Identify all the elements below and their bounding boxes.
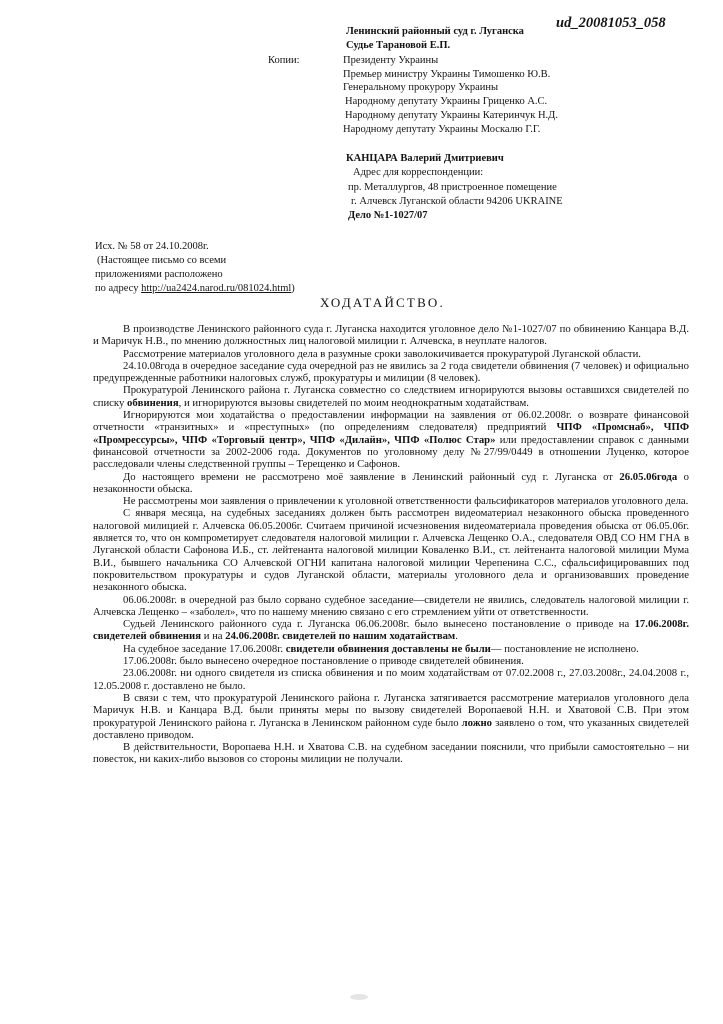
text-run: Прокуратурой Ленинского района г. Луганска совместно со следствием игнорируются вызовы оставшихся свидетелей по списку xyxy=(93,384,689,409)
text-run: — постановление не исполнено. xyxy=(490,642,639,655)
text-run: Рассмотрение материалов уголовного дела в разумные сроки заволокичивается прокуратурой Луганской области. xyxy=(123,347,641,360)
text-run: или предоставлении справок с данными финансовой отчетности за 2002-2006 года. Документов по уголовному делу №27/99/0449 в отношении Луценко, которое расследовали члены следственной группы – Терещенко и Сафонов. xyxy=(93,433,689,471)
sender-name: КАНЦАРА Валерий Дмитриевич xyxy=(346,153,504,164)
text-run: . xyxy=(455,630,458,643)
copies-label: Копии: xyxy=(268,55,300,66)
web-note-prefix: по адресу xyxy=(95,283,142,294)
address-line: г. Алчевск Луганской области 94206 UKRAINE xyxy=(351,196,563,207)
text-run: о незаконности обыска. xyxy=(93,470,689,495)
body-paragraph xyxy=(93,594,689,619)
web-note-line: приложениями расположено xyxy=(95,269,223,280)
text-run: 17.06.2008г. было вынесено очередное постановление о приводе свидетелей обвинения. xyxy=(123,655,524,668)
text-run: Не рассмотрены мои заявления о привлечении к уголовной ответственности фальсификаторов материалов уголовного дела. xyxy=(123,495,689,508)
body-paragraph xyxy=(93,655,689,667)
body-paragraph xyxy=(93,507,689,593)
web-note-line: (Настоящее письмо со всеми xyxy=(97,255,227,266)
web-link[interactable]: http://ua2424.narod.ru/081024.html xyxy=(141,283,292,294)
bold-text: 26.05.06года xyxy=(619,470,678,483)
case-number: Дело №1-1027/07 xyxy=(348,210,428,221)
body-paragraph xyxy=(93,495,689,507)
copy-recipient: Премьер министру Украины Тимошенко Ю.В. xyxy=(343,69,551,80)
copy-recipient: Президенту Украины xyxy=(343,55,439,66)
body-paragraph xyxy=(93,471,689,496)
body-paragraph xyxy=(93,618,689,643)
addressee-court: Ленинский районный суд г. Луганска xyxy=(346,26,524,37)
copy-recipient: Генеральному прокурору Украины xyxy=(343,82,499,93)
text-run: заявлено о том, что указанных свидетелей доставлено приводом. xyxy=(93,716,689,741)
scan-smudge xyxy=(350,994,368,1000)
document-id: ud_20081053_058 xyxy=(556,15,666,31)
text-run: Игнорируются мои ходатайства о предоставлении информации на заявления от 06.02.2008г. о возврате финансовой отчетности «транзитных» и «преступных» (по определениям следователя) предприятий xyxy=(93,409,689,434)
text-run: В действительности, Воропаева Н.Н. и Хватова С.В. на судебном заседании пояснили, что прибыли самостоятельно – ни повесток, ни каких-либо вызовов со стороны милиции не получали. xyxy=(93,741,689,766)
text-run: Судьей Ленинского районного суда г. Луганска 06.06.2008г. было вынесено постановление о приводе на xyxy=(123,618,635,631)
bold-text: обвинения xyxy=(126,396,179,409)
text-run: 06.06.2008г. в очередной раз было сорвано судебное заседание—свидетели не явились, следователь налоговой милиции г. Алчевска Лещенко – «заболел», что по нашему мнению связано с его стремлением уйти от ответственности. xyxy=(93,593,689,618)
addressee-judge: Судье Тарановой Е.П. xyxy=(346,40,451,51)
document-title: ХОДАТАЙСТВО. xyxy=(320,295,445,310)
body-paragraph xyxy=(93,384,689,409)
body-paragraph xyxy=(93,323,689,348)
body-paragraph xyxy=(93,348,689,360)
text-run: На судебное заседание 17.06.2008г. xyxy=(123,642,286,655)
bold-text: 24.06.2008г. свидетелей по нашим ходатайствам xyxy=(225,630,456,643)
copy-recipient: Народному депутату Украины Гриценко А.С. xyxy=(345,96,548,107)
address-label: Адрес для корреспонденции: xyxy=(353,167,484,178)
body-paragraph xyxy=(93,409,689,470)
text-run: 23.06.2008г. ни одного свидетеля из списка обвинения и по моим ходатайствам от 07.02.2008 г., 27.03.2008г., 24.04.2008 г., 12.05.2008 г. доставлено не было. xyxy=(93,667,689,692)
text-run: До настоящего времени не рассмотрено моё заявление в Ленинский районный суд г. Луганска от xyxy=(123,470,620,483)
body-paragraph xyxy=(93,741,689,766)
bold-text: ложно xyxy=(461,716,492,729)
address-line: пр. Металлургов, 48 пристроенное помещение xyxy=(348,182,557,193)
copy-recipient: Народному депутату Украины Катеринчук Н.Д. xyxy=(345,110,558,121)
petition-body xyxy=(93,323,689,766)
text-run: В производстве Ленинского районного суда г. Луганска находится уголовное дело №1-1027/07 по обвинению Канцара В.Д. и Маричук Н.В., по мнению должностных лиц налоговой милиции г. Алчевска, в неуплате налогов. xyxy=(93,323,689,348)
text-run: и на xyxy=(201,630,226,643)
outgoing-ref: Исх. № 58 от 24.10.2008г. xyxy=(95,241,209,252)
bold-text: ЧПФ «Промснаб», ЧПФ «Промрессурсы», ЧПФ «Торговый центр», ЧПФ «Дилайн», ЧПФ «Полюс Стар» xyxy=(93,421,690,446)
bold-text: свидетели обвинения доставлены не были xyxy=(285,642,491,655)
web-note-address xyxy=(95,282,295,295)
body-paragraph xyxy=(93,643,689,655)
body-paragraph xyxy=(93,360,689,385)
text-run: 24.10.08года в очередное заседание суда очередной раз не явились за 2 года свидетели обвинения (7 человек) и официально предупрежденные работники налоговых служб, прокуратуры и милиции (8 человек). xyxy=(93,359,689,385)
text-run: С января месяца, на судебных заседаниях должен быть рассмотрен видеоматериал незаконного обыска проведенного налоговой милицией г. Алчевска 06.05.2006г. Считаем причиной исчезновения видеоматериала проведения обыска от 06.05.06г. является то, что он компрометирует следователя налоговой милиции г. Алчевска Лещенко О.А., следователя ОВД СО НМ ГНА в Луганской области Сафонова И.Б., ст. лейтенанта налоговой милиции Коваленко В.И., ст. лейтенанта налоговой милиции Мума В.И., бывшего начальника СО Алчевской ОГНИ капитана налоговой милиции Черепенина С.С., сфальсифицировавших под покровительством прокуратуры и судов Луганской области, материалы уголовного дела и организовавших проведение незаконного обыска. xyxy=(93,507,689,594)
text-run: , и игнорируются вызовы свидетелей по моим неоднократным ходатайствам. xyxy=(178,396,529,409)
text-run: В связи с тем, что прокуратурой Ленинского района г. Луганска затягивается рассмотрение материалов уголовного дела Маричук Н.В. и Канцара В.Д. были приняты меры по вызову свидетелей Воропаевой Н.Н. и Хватовой С.В. При этом прокуратурой Ленинского района г. Луганска в Ленинском районном суде было xyxy=(93,691,689,729)
body-paragraph xyxy=(93,692,689,741)
bold-text: 17.06.2008г. свидетелей обвинения xyxy=(93,618,689,643)
copy-recipient: Народному депутату Украины Москалю Г.Г. xyxy=(343,124,541,135)
body-paragraph xyxy=(93,667,689,692)
web-note-suffix: ) xyxy=(291,283,295,294)
